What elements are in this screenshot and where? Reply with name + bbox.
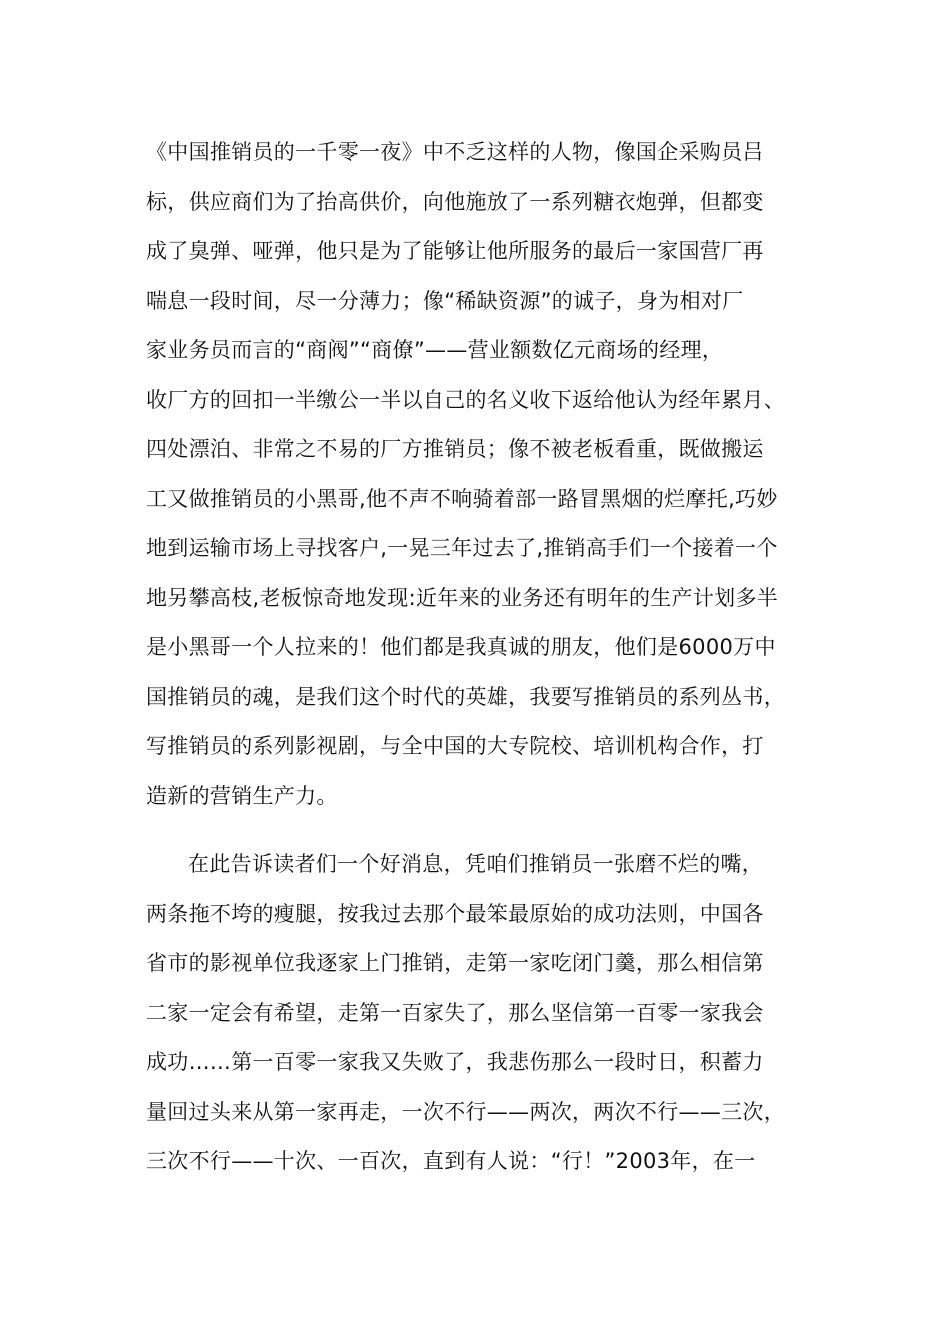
text-line: 二家一定会有希望，走第一百家失了，那么坚信第一百零一家我会 bbox=[146, 1000, 764, 1025]
text-line: 家业务员而言的“商阀”“商僚”——营业额数亿元商场的经理， bbox=[146, 338, 724, 362]
text-line: 收厂方的回扣一半缴公一半以自己的名义收下返给他认为经年累月、 bbox=[146, 387, 785, 412]
text-line: 喘息一段时间，尽一分薄力；像“稀缺资源”的诚子，身为相对厂 bbox=[146, 288, 744, 313]
paragraph-2 bbox=[146, 840, 816, 1187]
text-line: 地另攀高枝,老板惊奇地发现:近年来的业务还有明年的生产计划多半 bbox=[146, 585, 779, 610]
text-line: 造新的营销生产力。 bbox=[146, 783, 338, 808]
text-line: 标，供应商们为了抬高供价，向他施放了一系列糖衣炮弹，但都变 bbox=[146, 189, 764, 214]
text-line: 四处漂泊、非常之不易的厂方推销员；像不被老板看重，既做搬运 bbox=[146, 437, 764, 461]
text-line: 工又做推销员的小黑哥,他不声不响骑着部一路冒黑烟的烂摩托,巧妙 bbox=[146, 486, 778, 511]
text-line: 写推销员的系列影视剧，与全中国的大专院校、培训机构合作，打 bbox=[146, 734, 764, 758]
text-line: 在此告诉读者们一个好消息，凭咱们推销员一张磨不烂的嘴， bbox=[188, 852, 764, 876]
text-line: 成了臭弹、哑弹，他只是为了能够让他所服务的最后一家国营厂再 bbox=[146, 239, 764, 263]
text-line: 省市的影视单位我逐家上门推销，走第一家吃闭门羹，那么相信第 bbox=[146, 951, 764, 975]
text-line: 地到运输市场上寻找客户,一晃三年过去了,推销高手们一个接着一个 bbox=[146, 536, 778, 560]
text-line: 《中国推销员的一千零一夜》中不乏这样的人物，像国企采购员吕 bbox=[146, 140, 764, 164]
text-line: 国推销员的魂，是我们这个时代的英雄，我要写推销员的系列丛书， bbox=[146, 684, 785, 709]
text-line: 量回过头来从第一家再走，一次不行——两次，两次不行——三次， bbox=[146, 1099, 785, 1124]
text-line: 是小黑哥一个人拉来的！他们都是我真诚的朋友，他们是6000万中 bbox=[146, 635, 776, 659]
text-line: 成功……第一百零一家我又失败了，我悲伤那么一段时日，积蓄力 bbox=[146, 1050, 764, 1074]
text-line: 三次不行——十次、一百次，直到有人说：“行！”2003年，在一 bbox=[146, 1149, 756, 1173]
text-line: 两条拖不垮的瘦腿，按我过去那个最笨最原始的成功法则，中国各 bbox=[146, 901, 764, 926]
paragraph-1 bbox=[146, 128, 816, 821]
